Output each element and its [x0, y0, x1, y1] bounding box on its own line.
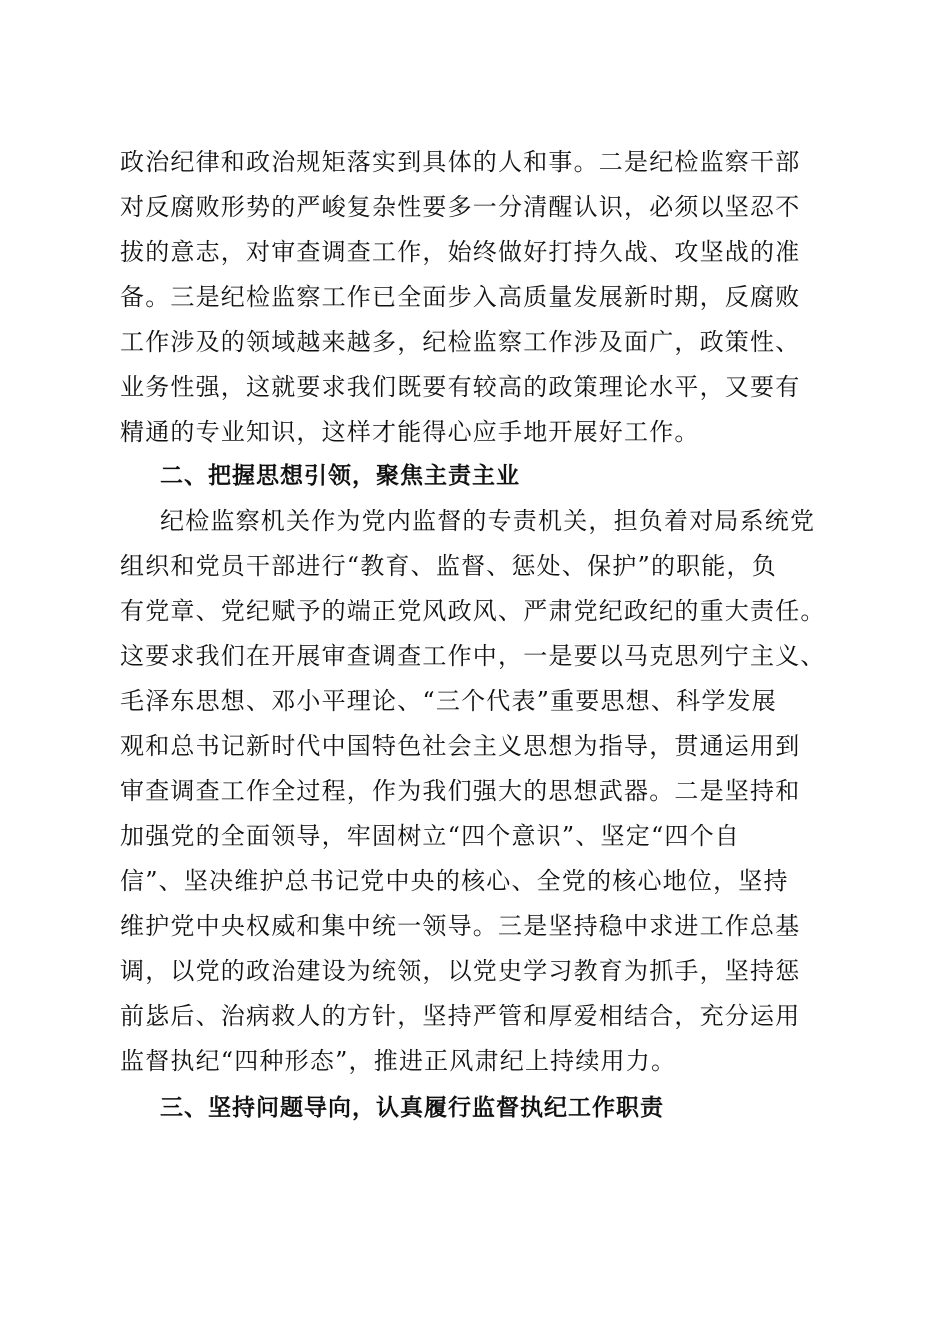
paragraph-1-line-4: 备。三是纪检监察工作已全面步入高质量发展新时期，反腐败: [120, 283, 801, 311]
paragraph-2-line-7: 审查调查工作全过程，作为我们强大的思想武器。二是坚持和: [120, 777, 801, 805]
paragraph-2-line-5: 毛泽东思想、邓小平理论、“三个代表”重要思想、科学发展: [120, 687, 777, 715]
paragraph-1-line-1: 政治纪律和政治规矩落实到具体的人和事。二是纪检监察干部: [120, 148, 801, 176]
paragraph-1-line-3: 拔的意志，对审查调查工作，始终做好打持久战、攻坚战的准: [120, 238, 801, 266]
paragraph-2-line-11: 调，以党的政治建设为统领，以党史学习教育为抓手，坚持惩: [120, 957, 801, 985]
section-heading-2: 二、把握思想引领，聚焦主责主业: [160, 463, 520, 489]
paragraph-1-line-6: 业务性强，这就要求我们既要有较高的政策理论水平，又要有: [120, 373, 801, 401]
paragraph-1-line-7: 精通的专业知识，这样才能得心应手地开展好工作。: [120, 418, 700, 446]
paragraph-2-line-8: 加强党的全面领导，牢固树立“四个意识”、坚定“四个自: [120, 822, 741, 850]
paragraph-2-line-2: 组织和党员干部进行“教育、监督、惩处、保护”的职能，负: [120, 552, 777, 580]
paragraph-2-line-4: 这要求我们在开展审查调查工作中，一是要以马克思列宁主义、: [120, 642, 826, 670]
paragraph-2-line-9: 信”、坚决维护总书记党中央的核心、全党的核心地位，坚持: [120, 867, 789, 895]
paragraph-2-line-1: 纪检监察机关作为党内监督的专责机关，担负着对局系统党: [160, 507, 816, 535]
paragraph-2-line-12: 前毖后、治病救人的方针，坚持严管和厚爱相结合，充分运用: [120, 1002, 801, 1030]
section-heading-3: 三、坚持问题导向，认真履行监督执纪工作职责: [160, 1095, 664, 1121]
paragraph-2-line-10: 维护党中央权威和集中统一领导。三是坚持稳中求进工作总基: [120, 912, 801, 940]
paragraph-2-line-6: 观和总书记新时代中国特色社会主义思想为指导，贯通运用到: [120, 732, 801, 760]
paragraph-1-line-5: 工作涉及的领域越来越多，纪检监察工作涉及面广，政策性、: [120, 328, 801, 356]
paragraph-2-line-3: 有党章、党纪赋予的端正党风政风、严肃党纪政纪的重大责任。: [120, 597, 826, 625]
paragraph-2-line-13: 监督执纪“四种形态”，推进正风肃纪上持续用力。: [120, 1047, 677, 1075]
paragraph-1-line-2: 对反腐败形势的严峻复杂性要多一分清醒认识，必须以坚忍不: [120, 193, 801, 221]
